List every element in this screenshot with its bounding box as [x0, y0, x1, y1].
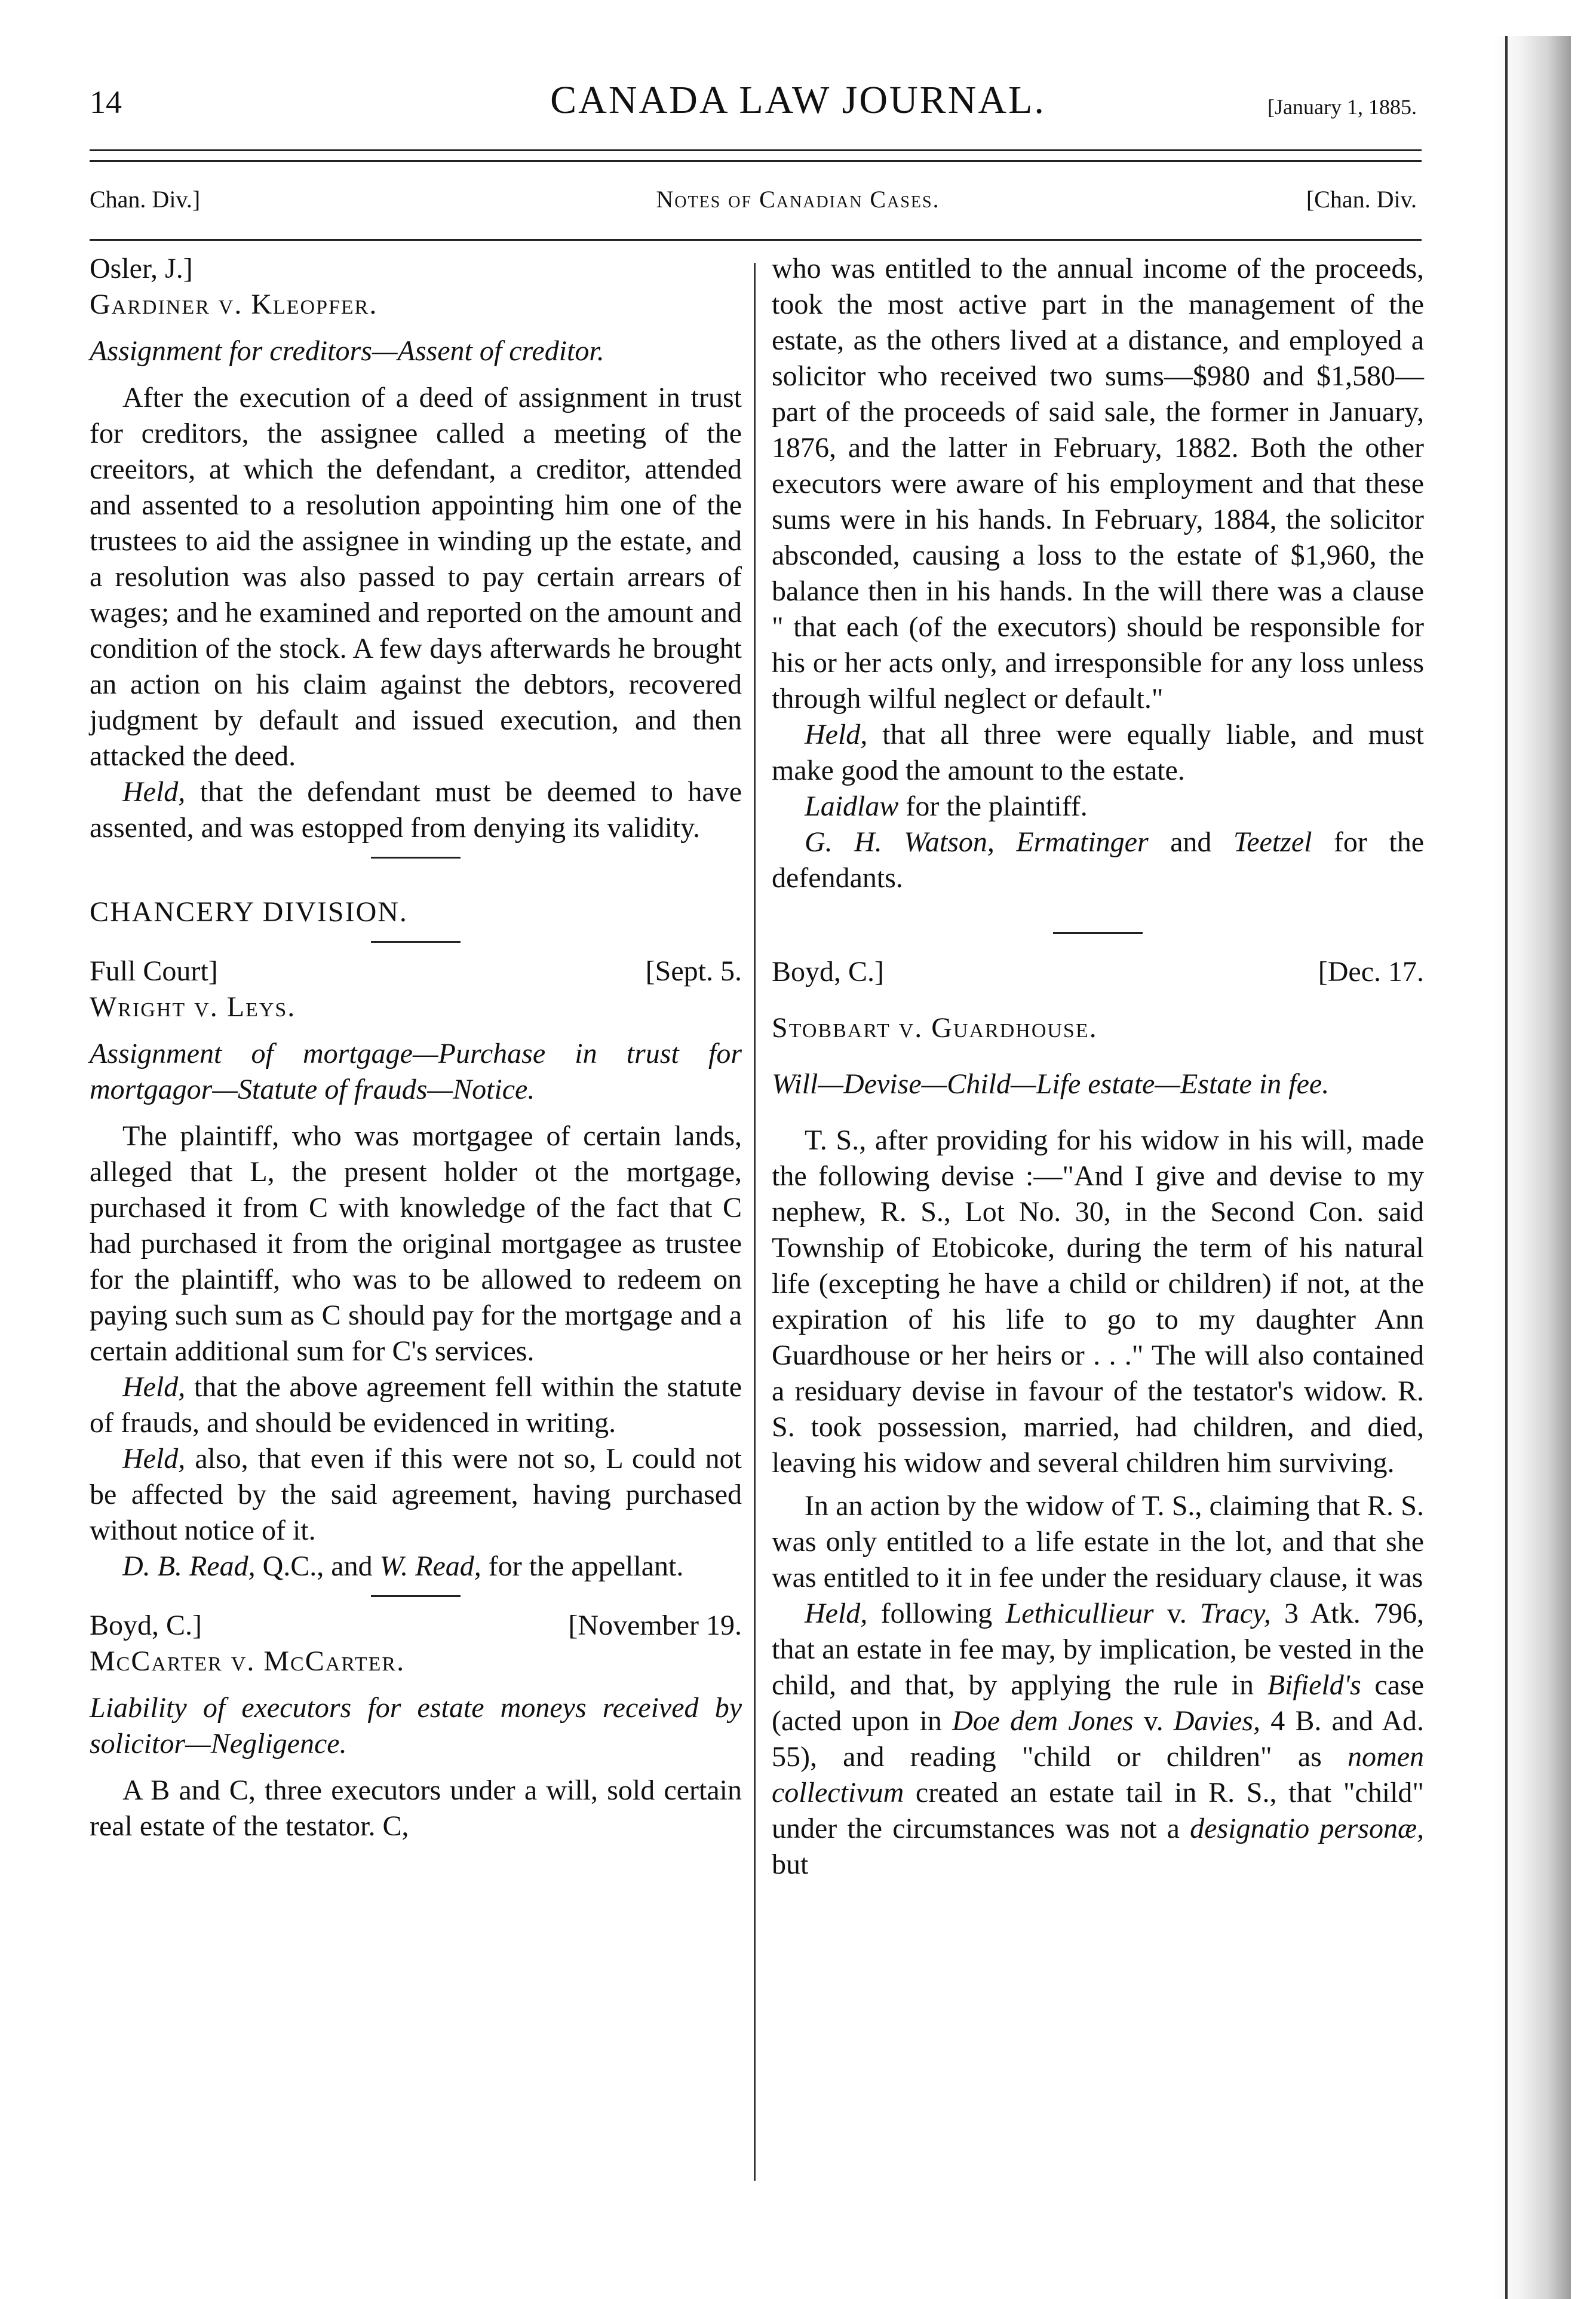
case-holding	[772, 717, 1424, 789]
held-text: v.	[1133, 1705, 1174, 1737]
column-separator	[754, 263, 756, 2181]
case-body: T. S., after providing for his widow in his will, made the following devise :—"And I give and devise to my nephew, R. S., Lot No. 30, in the Second Con. said Township of Etobicoke, during the term of his natural life (excepting he have a child or children) if not, at the expiration of his life to go to my daughter Ann Guardhouse or her heirs or . . ." The will also contained a residuary devise in favour of the testator's widow. R. S. took possession, married, had children, and died, leaving his widow and several children him surviving.	[772, 1124, 1424, 1479]
held-text: v.	[1153, 1598, 1201, 1629]
held-label: Held,	[805, 1598, 868, 1629]
counsel-name: W. Read,	[379, 1550, 481, 1582]
case-holding	[772, 1596, 1424, 1883]
left-column	[90, 251, 742, 1844]
case-holding	[90, 774, 742, 846]
case-citation: Lethicullieur	[1005, 1598, 1154, 1629]
case-citation: Davies,	[1173, 1705, 1261, 1737]
held-text: following	[867, 1598, 1006, 1629]
held-text: created an estate tail in R. S., that "child" under the circumstances was not a	[772, 1777, 1424, 1844]
held-text: 4 B. and Ad. 55), and reading "child or children" as	[772, 1705, 1424, 1773]
page-number: 14	[90, 84, 122, 120]
running-head-right: [Chan. Div.	[1306, 186, 1417, 213]
case-title: Stobbart v. Guardhouse.	[772, 1012, 1098, 1044]
case-counsel	[90, 1549, 742, 1584]
held-text: 3 Atk. 796, that an estate in fee may, by implication, be vested in the child, and that, by applying the rule in	[772, 1598, 1424, 1701]
case-headnote: Will—Devise—Child—Life estate—Estate in fee.	[772, 1068, 1330, 1100]
counsel-text: and	[1148, 826, 1233, 858]
case-body: A B and C, three executors under a will, sold certain real estate of the testator. C,	[90, 1774, 742, 1842]
held-text: case (acted upon in	[772, 1669, 1425, 1737]
counsel-text: Q.C., and	[255, 1550, 380, 1582]
case-citation: Bifield's	[1267, 1669, 1361, 1701]
counsel-text: for the defendants.	[772, 826, 1425, 894]
issue-date: [January 1, 1885.	[1267, 95, 1417, 119]
case-body: After the execution of a deed of assignment in trust for creditors, the assignee called a meeting of the creeitors, at which the defendant, a creditor, attended and assented to a resolution appointing him one of the trustees to aid the assignee in winding up the estate, and a resolution was also passed to pay certain arrears of wages; and he examined and reported on the amount and condition of the stock. A few days afterwards he brought an action on his claim against the debtors, recovered judgment by default and issued execution, and then attacked the deed.	[90, 382, 742, 772]
counsel-text: for the plaintiff.	[898, 790, 1088, 822]
case-court-row	[772, 954, 1424, 990]
case-headnote: Liability of executors for estate moneys received by solicitor—Negligence.	[90, 1692, 742, 1759]
case-body: In an action by the widow of T. S., claiming that R. S. was only entitled to a life estate in the lot, and that she was entitled to it in fee under the residuary clause, it was	[772, 1490, 1424, 1593]
counsel-text: for the appellant.	[481, 1550, 684, 1582]
held-text: but	[772, 1849, 809, 1880]
case-title: McCarter v. McCarter.	[90, 1645, 406, 1677]
held-label: Held,	[805, 719, 868, 750]
case-judge: Osler, J.]	[90, 253, 193, 284]
case-headnote: Assignment for creditors—Assent of creditor.	[90, 335, 604, 367]
running-head-center: Notes of Canadian Cases.	[656, 186, 940, 213]
case-date: [November 19.	[568, 1610, 742, 1641]
case-body-continued: who was entitled to the annual income of the proceeds, took the most active part in the management of the estate, as the others lived at a distance, and employed a solicitor who received two sums—$980 and $1,580—part of the proceeds of said sale, the former in January, 1876, and the latter in February, 1882. Both the other executors were aware of his employment and that these sums were in his hands. In February, 1884, the solicitor absconded, causing a loss to the estate of $1,960, the balance then in his hands. In the will there was a clause " that each (of the executors) should be responsible for his or her acts only, and irresponsible for any loss unless through wilful neglect or default."	[772, 253, 1424, 715]
latin-term: designatio personæ,	[1190, 1813, 1425, 1844]
case-title: Wright v. Leys.	[90, 991, 296, 1023]
counsel-name: Laidlaw	[805, 790, 899, 822]
case-date: [Dec. 17.	[1318, 956, 1424, 988]
case-court: Boyd, C.]	[90, 1610, 202, 1641]
case-holding	[90, 1369, 742, 1441]
held-label: Held,	[122, 1443, 186, 1475]
case-court-row	[90, 954, 742, 989]
case-counsel	[772, 824, 1424, 896]
case-title: Gardiner v. Kleopfer.	[90, 289, 378, 320]
section-heading: CHANCERY DIVISION.	[90, 896, 408, 928]
held-label: Held,	[122, 1371, 186, 1403]
case-court: Boyd, C.]	[772, 956, 885, 988]
case-holding	[90, 1441, 742, 1549]
held-text: also, that even if this were not so, L could not be affected by the said agreement, having purchased without notice of it.	[90, 1443, 742, 1546]
counsel-name: Teetzel	[1233, 826, 1312, 858]
case-body: The plaintiff, who was mortgagee of certain lands, alleged that L, the present holder ot the mortgage, purchased it from C with knowledge of the fact that C had purchased it from the original mortgagee as trustee for the plaintiff, who was to be allowed to redeem on paying such sum as C should pay for the mortgage and a certain additional sum for C's services.	[90, 1120, 742, 1367]
case-date: [Sept. 5.	[645, 955, 742, 987]
right-column	[772, 251, 1424, 1883]
case-headnote: Assignment of mortgage—Purchase in trust for mortgagor—Statute of frauds—Notice.	[90, 1038, 742, 1105]
journal-title: CANADA LAW JOURNAL.	[550, 78, 1046, 122]
counsel-name: D. B. Read,	[122, 1550, 256, 1582]
latin-term: nomen collectivum	[772, 1741, 1424, 1808]
header-rule-bottom	[90, 160, 1422, 162]
header-rule-top	[90, 149, 1422, 151]
case-court: Full Court]	[90, 955, 218, 987]
case-court-row	[90, 1608, 742, 1644]
subheader-rule	[90, 239, 1422, 241]
held-label: Held,	[122, 776, 186, 808]
running-head-left: Chan. Div.]	[90, 186, 201, 213]
held-text: that the above agreement fell within the statute of frauds, and should be evidenced in writing.	[90, 1371, 742, 1439]
counsel-name: G. H. Watson, Ermatinger	[805, 826, 1149, 858]
held-text: that all three were equally liable, and must make good the amount to the estate.	[772, 719, 1424, 786]
case-counsel	[772, 789, 1424, 824]
page-edge-line	[1505, 36, 1508, 2299]
case-citation: Doe dem Jones	[952, 1705, 1134, 1737]
case-citation: Tracy,	[1200, 1598, 1271, 1629]
held-text: that the defendant must be deemed to have assented, and was estopped from denying its validity.	[90, 776, 742, 844]
